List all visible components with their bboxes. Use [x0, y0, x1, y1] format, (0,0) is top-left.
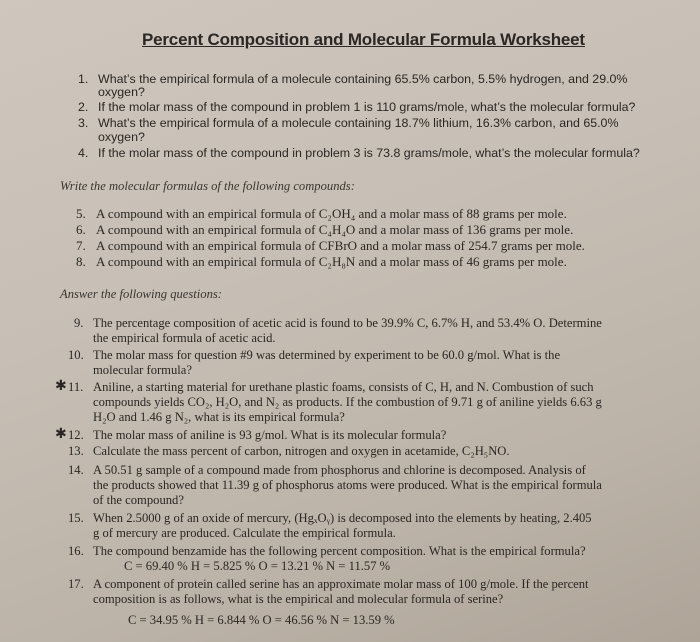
question-number: 8.: [76, 254, 86, 269]
question-number: 12.: [68, 428, 84, 442]
question-number: 6.: [76, 222, 86, 237]
question-number: 13.: [68, 444, 84, 458]
question-number: 2.: [78, 100, 89, 114]
question-text: oxygen?: [98, 130, 145, 144]
section-header: Answer the following questions:: [60, 287, 222, 301]
question-number: 11.: [68, 380, 84, 394]
question-text: C = 69.40 % H = 5.825 % O = 13.21 % N = 11.57 %: [124, 559, 391, 573]
question-text: the empirical formula of acetic acid.: [93, 331, 276, 345]
question-text: Aniline, a starting material for urethane plastic foams, consists of C, H, and N. Combustion of such: [93, 380, 594, 394]
question-number: 16.: [68, 544, 84, 558]
question-number: 3.: [78, 116, 89, 130]
page-title: Percent Composition and Molecular Formula Worksheet: [142, 30, 585, 49]
question-text: of the compound?: [93, 493, 184, 507]
question-number: 7.: [76, 238, 86, 253]
question-text: compounds yields CO₂, H₂O, and N₂ as products. If the combustion of 9.71 g of aniline yields 6.63 g: [93, 395, 602, 409]
question-number: 1.: [78, 72, 89, 86]
question-text: The percentage composition of acetic acid is found to be 39.9% C, 6.7% H, and 53.4% O. Determine: [93, 316, 602, 330]
star-mark: ✱: [55, 379, 67, 394]
question-text: composition is as follows, what is the empirical and molecular formula of serine?: [93, 592, 504, 606]
question-text: A compound with an empirical formula of C₂OH₄ and a molar mass of 88 grams per mole.: [96, 206, 567, 221]
question-text: C = 34.95 % H = 6.844 % O = 46.56 % N = 13.59 %: [128, 613, 395, 627]
question-text: A component of protein called serine has an approximate molar mass of 100 g/mole. If the percent: [93, 577, 589, 591]
question-number: 15.: [68, 511, 84, 525]
question-text: oxygen?: [98, 85, 145, 99]
question-text: A compound with an empirical formula of CFBrO and a molar mass of 254.7 grams per mole.: [96, 238, 585, 253]
question-text: g of mercury are produced. Calculate the empirical formula.: [93, 526, 396, 540]
question-text: If the molar mass of the compound in problem 1 is 110 grams/mole, what’s the molecular formula?: [98, 100, 636, 114]
question-text: A compound with an empirical formula of C₄H₄O and a molar mass of 136 grams per mole.: [96, 222, 574, 237]
question-text: If the molar mass of the compound in problem 3 is 73.8 grams/mole, what’s the molecular formula?: [98, 146, 640, 160]
question-text: The molar mass for question #9 was determined by experiment to be 60.0 g/mol. What is the: [93, 348, 561, 362]
question-number: 10.: [68, 348, 84, 362]
question-text: What’s the empirical formula of a molecule containing 65.5% carbon, 5.5% hydrogen, and 29.0%: [98, 72, 628, 86]
question-number: 4.: [78, 146, 89, 160]
star-mark: ✱: [55, 427, 67, 442]
question-number: 9.: [74, 316, 84, 330]
question-text: the products showed that 11.39 g of phosphorus atoms were produced. What is the empirical formula: [93, 478, 602, 492]
question-text: molecular formula?: [93, 363, 192, 377]
question-text: The molar mass of aniline is 93 g/mol. What is its molecular formula?: [93, 428, 447, 442]
question-text: Calculate the mass percent of carbon, nitrogen and oxygen in acetamide, C₂H₅NO.: [93, 444, 510, 458]
question-text: What’s the empirical formula of a molecule containing 18.7% lithium, 16.3% carbon, and 65.0%: [98, 116, 619, 130]
question-text: A compound with an empirical formula of C₂H₈N and a molar mass of 46 grams per mole.: [96, 254, 567, 269]
question-text: When 2.5000 g of an oxide of mercury, (HgₓOᵧ) is decomposed into the elements by heating, 2.405: [93, 511, 592, 525]
question-number: 5.: [76, 206, 86, 221]
section-header: Write the molecular formulas of the following compounds:: [60, 179, 355, 193]
question-text: A 50.51 g sample of a compound made from phosphorus and chlorine is decomposed. Analysis of: [93, 463, 586, 477]
question-number: 17.: [68, 577, 84, 591]
question-text: The compound benzamide has the following percent composition. What is the empirical formula?: [93, 544, 586, 558]
question-text: H₂O and 1.46 g N₂, what is its empirical formula?: [93, 410, 345, 424]
question-number: 14.: [68, 463, 84, 477]
